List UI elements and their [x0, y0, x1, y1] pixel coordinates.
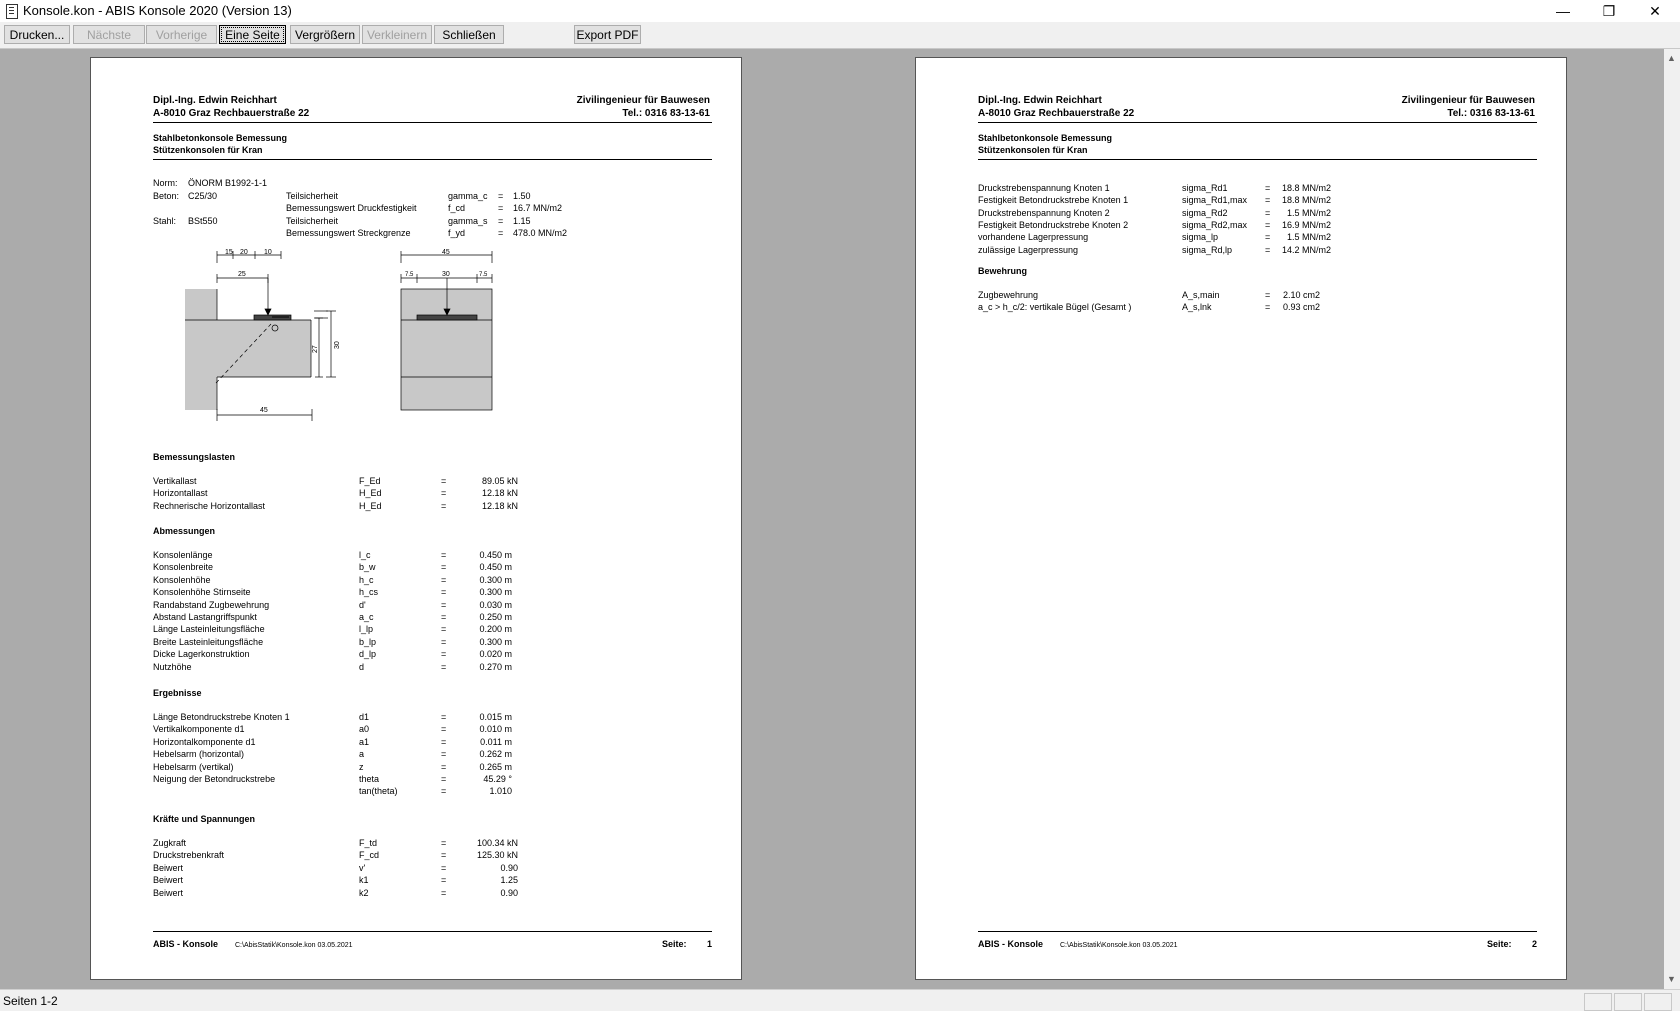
- row-symbol: k2: [359, 887, 369, 898]
- row-symbol: A_s,main: [1182, 290, 1220, 300]
- footer-page-number: 2: [1532, 939, 1538, 949]
- row-desc: Konsolenlänge: [153, 550, 213, 560]
- row-equals: =: [441, 838, 447, 848]
- row-symbol: d_lp: [359, 649, 377, 660]
- minimize-icon: —: [1556, 3, 1570, 19]
- material-symbol: f_yd: [448, 228, 466, 238]
- row-symbol: H_Ed: [359, 488, 382, 499]
- row-equals: =: [441, 736, 447, 747]
- row-equals: =: [1265, 219, 1271, 230]
- row-symbol: A_s,lnk: [1182, 302, 1212, 313]
- row-desc: zulässige Lagerpressung: [978, 244, 1079, 255]
- row-equals: =: [441, 562, 447, 573]
- row-value: 2.10 cm2: [1282, 290, 1320, 300]
- status-panel: [1614, 993, 1642, 1011]
- material-value: 16.7 MN/m2: [513, 203, 563, 213]
- stahl-label: Stahl:: [153, 216, 177, 226]
- side-view: [185, 251, 336, 421]
- row-symbol: v': [359, 862, 366, 873]
- row-desc: Beiwert: [153, 887, 184, 898]
- row-value: 14.2 MN/m2: [1281, 244, 1331, 255]
- row-value: 0.300 m: [479, 636, 512, 647]
- row-equals: =: [441, 724, 447, 735]
- previous-page-button[interactable]: Vorherige: [146, 25, 217, 44]
- dim-side-2: 20: [240, 249, 248, 256]
- header-name: Dipl.-Ing. Edwin Reichhart: [978, 95, 1102, 106]
- doc-title-1: Stahlbetonkonsole Bemessung: [153, 133, 288, 143]
- row-value: 89.05 kN: [481, 476, 518, 486]
- status-panel: [1584, 993, 1612, 1011]
- row-value: 18.8 MN/m2: [1281, 195, 1331, 206]
- dims-title: Abmessungen: [153, 526, 216, 536]
- row-symbol: tan(theta): [359, 786, 398, 797]
- row-desc: Horizontalkomponente d1: [153, 736, 256, 747]
- row-symbol: H_Ed: [359, 500, 382, 511]
- row-value: 0.265 m: [479, 761, 512, 772]
- row-value: 1.25: [500, 875, 518, 886]
- material-symbol: gamma_c: [448, 191, 488, 201]
- row-desc: Vertikalkomponente d1: [153, 724, 245, 735]
- row-symbol: sigma_lp: [1182, 232, 1219, 243]
- title-divider: [978, 159, 1537, 160]
- row-equals: =: [441, 749, 447, 760]
- row-value: 45.29 °: [483, 774, 512, 784]
- doc-title-2: Stützenkonsolen für Kran: [978, 145, 1088, 155]
- row-desc: Dicke Lagerkonstruktion: [153, 649, 250, 660]
- close-preview-button[interactable]: Schließen: [434, 25, 504, 44]
- dim-front-4: 7.5: [479, 272, 488, 278]
- row-desc: a_c > h_c/2: vertikale Bügel (Gesamt ): [978, 302, 1132, 313]
- row-symbol: l_lp: [359, 624, 374, 635]
- row-value: 12.18 kN: [481, 488, 518, 499]
- row-equals: =: [441, 761, 447, 772]
- row-desc: vorhandene Lagerpressung: [978, 232, 1089, 243]
- next-page-button[interactable]: Nächste: [73, 25, 145, 44]
- dim-side-6: 27: [312, 345, 319, 353]
- stahl-value: BSt550: [188, 216, 218, 226]
- results-title: Ergebnisse: [153, 688, 202, 698]
- row-value: 0.020 m: [479, 649, 512, 660]
- row-symbol: b_w: [359, 562, 376, 573]
- title-divider: [153, 159, 712, 160]
- row-desc: Konsolenhöhe Stirnseite: [153, 587, 251, 598]
- row-equals: =: [1265, 290, 1271, 300]
- row-equals: =: [1265, 195, 1271, 206]
- row-desc: Druckstrebenkraft: [153, 850, 225, 861]
- close-icon: ✕: [1649, 3, 1661, 19]
- zoom-in-button[interactable]: Vergrößern: [290, 25, 360, 44]
- app-icon: [6, 4, 18, 19]
- header-phone: Tel.: 0316 83-13-61: [1447, 108, 1535, 119]
- doc-title-2: Stützenkonsolen für Kran: [153, 145, 263, 155]
- row-equals: =: [441, 476, 447, 486]
- row-value: 0.300 m: [479, 574, 512, 585]
- row-equals: =: [441, 636, 447, 647]
- row-equals: =: [441, 887, 447, 898]
- page-1: [90, 57, 742, 980]
- row-symbol: a: [359, 749, 365, 760]
- dim-side-4: 25: [238, 271, 246, 278]
- row-desc: Randabstand Zugbewehrung: [153, 599, 270, 610]
- footer-divider: [978, 931, 1537, 932]
- row-symbol: a1: [359, 736, 370, 747]
- material-desc: Teilsicherheit: [286, 216, 339, 226]
- row-value: 1.5 MN/m2: [1286, 207, 1331, 218]
- row-desc: Druckstrebenspannung Knoten 1: [978, 183, 1110, 193]
- row-symbol: a_c: [359, 612, 374, 622]
- row-symbol: F_cd: [359, 850, 380, 861]
- close-window-button[interactable]: [1632, 0, 1678, 22]
- material-desc: Bemessungswert Druckfestigkeit: [286, 203, 417, 213]
- row-equals: =: [441, 587, 447, 598]
- material-equals: =: [498, 228, 504, 238]
- row-equals: =: [441, 850, 447, 861]
- row-symbol: sigma_Rd2,max: [1182, 219, 1248, 230]
- header-profession: Zivilingenieur für Bauwesen: [576, 95, 710, 106]
- zoom-out-button[interactable]: Verkleinern: [362, 25, 432, 44]
- dim-side-5: 45: [260, 407, 268, 414]
- row-desc: Festigkeit Betondruckstrebe Knoten 1: [978, 195, 1129, 206]
- row-desc: Beiwert: [153, 862, 184, 873]
- row-symbol: sigma_Rd1,max: [1182, 195, 1248, 206]
- row-desc: Festigkeit Betondruckstrebe Knoten 2: [978, 219, 1129, 230]
- material-value: 1.50: [513, 191, 531, 201]
- row-desc: Druckstrebenspannung Knoten 2: [978, 207, 1110, 218]
- row-equals: =: [441, 599, 447, 610]
- row-value: 16.9 MN/m2: [1281, 219, 1331, 230]
- console-sketch: [176, 243, 516, 438]
- row-equals: =: [441, 661, 447, 672]
- row-value: 0.93 cm2: [1282, 302, 1320, 313]
- row-equals: =: [441, 875, 447, 886]
- row-value: 0.450 m: [479, 550, 512, 560]
- reinf-title: Bewehrung: [978, 266, 1028, 276]
- restore-icon: ❐: [1602, 3, 1616, 19]
- row-value: 1.010: [489, 786, 512, 797]
- row-equals: =: [1265, 244, 1271, 255]
- material-symbol: gamma_s: [448, 216, 488, 226]
- restore-button[interactable]: [1586, 0, 1632, 22]
- row-symbol: sigma_Rd,lp: [1182, 244, 1233, 255]
- row-equals: =: [441, 500, 447, 511]
- row-value: 0.030 m: [479, 599, 512, 610]
- footer-page-number: 1: [707, 939, 713, 949]
- vertical-scrollbar[interactable]: [1664, 49, 1680, 989]
- row-value: 1.5 MN/m2: [1286, 232, 1331, 243]
- row-symbol: d1: [359, 712, 370, 722]
- row-symbol: l_c: [359, 550, 371, 560]
- row-desc: Länge Betondruckstrebe Knoten 1: [153, 712, 290, 722]
- header-name: Dipl.-Ing. Edwin Reichhart: [153, 95, 277, 106]
- row-equals: =: [441, 649, 447, 660]
- material-value: 1.15: [513, 216, 531, 226]
- row-desc: Konsolenbreite: [153, 562, 214, 573]
- row-symbol: a0: [359, 724, 370, 735]
- row-value: 0.270 m: [479, 661, 512, 672]
- row-symbol: k1: [359, 875, 369, 886]
- row-value: 125.30 kN: [476, 850, 518, 861]
- toolbar: [0, 22, 1680, 49]
- row-desc: Nutzhöhe: [153, 661, 192, 672]
- row-equals: =: [441, 488, 447, 499]
- row-desc: Zugbewehrung: [978, 290, 1039, 300]
- dim-front-3: 30: [442, 271, 450, 278]
- row-equals: =: [441, 862, 447, 873]
- row-symbol: d: [359, 661, 365, 672]
- dim-side-3: 10: [264, 249, 272, 256]
- header-divider: [978, 122, 1537, 123]
- material-equals: =: [498, 203, 504, 213]
- row-symbol: F_td: [359, 838, 378, 848]
- row-desc: Vertikallast: [153, 476, 197, 486]
- header-address: A-8010 Graz Rechbauerstraße 22: [153, 108, 310, 119]
- row-desc: Hebelsarm (horizontal): [153, 749, 245, 760]
- row-desc: Hebelsarm (vertikal): [153, 761, 234, 772]
- row-value: 100.34 kN: [476, 838, 518, 848]
- scroll-up-icon[interactable]: ▲: [1667, 53, 1676, 63]
- material-equals: =: [498, 191, 504, 201]
- loads-title: Bemessungslasten: [153, 452, 236, 462]
- row-symbol: h_cs: [359, 587, 379, 598]
- row-desc: Neigung der Betondruckstrebe: [153, 774, 276, 784]
- row-value: 0.200 m: [479, 624, 512, 635]
- row-desc: Konsolenhöhe: [153, 574, 211, 585]
- doc-title-1: Stahlbetonkonsole Bemessung: [978, 133, 1113, 143]
- dim-side-7: 30: [334, 341, 341, 349]
- header-divider: [153, 122, 712, 123]
- row-value: 12.18 kN: [481, 500, 518, 511]
- page-2: [915, 57, 1567, 980]
- row-value: 0.262 m: [479, 749, 512, 760]
- row-equals: =: [1265, 302, 1271, 313]
- norm-value: ÖNORM B1992-1-1: [188, 178, 268, 188]
- row-equals: =: [441, 774, 447, 784]
- status-text: Seiten 1-2: [3, 994, 58, 1008]
- material-desc: Bemessungswert Streckgrenze: [286, 228, 411, 238]
- forces-title: Kräfte und Spannungen: [153, 814, 255, 824]
- footer-brand: ABIS - Konsole: [153, 939, 219, 949]
- row-value: 0.90: [500, 862, 518, 873]
- row-value: 0.300 m: [479, 587, 512, 598]
- scroll-down-icon[interactable]: ▼: [1667, 974, 1676, 984]
- status-bar: [0, 989, 1680, 1011]
- row-desc: Horizontallast: [153, 488, 208, 499]
- row-desc: Rechnerische Horizontallast: [153, 500, 266, 511]
- row-value: 0.90: [500, 887, 518, 898]
- material-desc: Teilsicherheit: [286, 191, 339, 201]
- preview-area[interactable]: [0, 49, 1664, 989]
- print-button[interactable]: Drucken...: [4, 25, 70, 44]
- header-profession: Zivilingenieur für Bauwesen: [1401, 95, 1535, 106]
- row-equals: =: [441, 712, 447, 722]
- row-symbol: d': [359, 599, 366, 610]
- dim-front-2: 7.5: [405, 272, 414, 278]
- row-equals: =: [1265, 207, 1271, 218]
- row-symbol: b_lp: [359, 636, 377, 647]
- row-equals: =: [441, 624, 447, 635]
- row-value: 0.015 m: [479, 712, 512, 722]
- export-pdf-button[interactable]: Export PDF: [574, 25, 641, 44]
- footer-path: C:\AbisStatik\Konsole.kon 03.05.2021: [1060, 942, 1178, 949]
- status-panel: [1644, 993, 1672, 1011]
- material-value: 478.0 MN/m2: [513, 228, 568, 238]
- window-title: Konsole.kon - ABIS Konsole 2020 (Version 13): [23, 3, 292, 18]
- row-symbol: sigma_Rd2: [1182, 207, 1228, 218]
- footer-path: C:\AbisStatik\Konsole.kon 03.05.2021: [235, 942, 353, 949]
- row-desc: Länge Lasteinleitungsfläche: [153, 624, 265, 635]
- footer-brand: ABIS - Konsole: [978, 939, 1044, 949]
- row-value: 18.8 MN/m2: [1281, 183, 1331, 193]
- row-value: 0.450 m: [479, 562, 512, 573]
- row-value: 0.010 m: [479, 724, 512, 735]
- title-bar: [0, 0, 1680, 22]
- row-desc: Beiwert: [153, 875, 184, 886]
- row-desc: Abstand Lastangriffspunkt: [153, 612, 257, 622]
- footer-divider: [153, 931, 712, 932]
- material-equals: =: [498, 216, 504, 226]
- row-equals: =: [441, 574, 447, 585]
- beton-value: C25/30: [188, 191, 218, 201]
- dim-front-1: 45: [442, 249, 450, 256]
- row-equals: =: [441, 550, 447, 560]
- row-equals: =: [1265, 183, 1271, 193]
- row-symbol: sigma_Rd1: [1182, 183, 1228, 193]
- row-desc: Zugkraft: [153, 838, 187, 848]
- dim-side-1: 15: [225, 249, 233, 256]
- row-equals: =: [441, 612, 447, 622]
- row-symbol: F_Ed: [359, 476, 381, 486]
- row-symbol: theta: [359, 774, 380, 784]
- row-value: 0.011 m: [480, 736, 512, 747]
- minimize-button[interactable]: [1540, 0, 1586, 22]
- row-symbol: h_c: [359, 574, 374, 585]
- material-symbol: f_cd: [448, 203, 466, 213]
- footer-page-label: Seite:: [1487, 939, 1512, 949]
- footer-page-label: Seite:: [662, 939, 687, 949]
- row-symbol: z: [359, 761, 364, 772]
- norm-label: Norm:: [153, 178, 178, 188]
- row-equals: =: [441, 786, 447, 797]
- row-value: 0.250 m: [479, 612, 512, 622]
- header-phone: Tel.: 0316 83-13-61: [622, 108, 710, 119]
- row-desc: Breite Lasteinleitungsfläche: [153, 636, 264, 647]
- one-page-button[interactable]: Eine Seite: [219, 25, 286, 44]
- beton-label: Beton:: [153, 191, 180, 201]
- header-address: A-8010 Graz Rechbauerstraße 22: [978, 108, 1135, 119]
- row-equals: =: [1265, 232, 1271, 243]
